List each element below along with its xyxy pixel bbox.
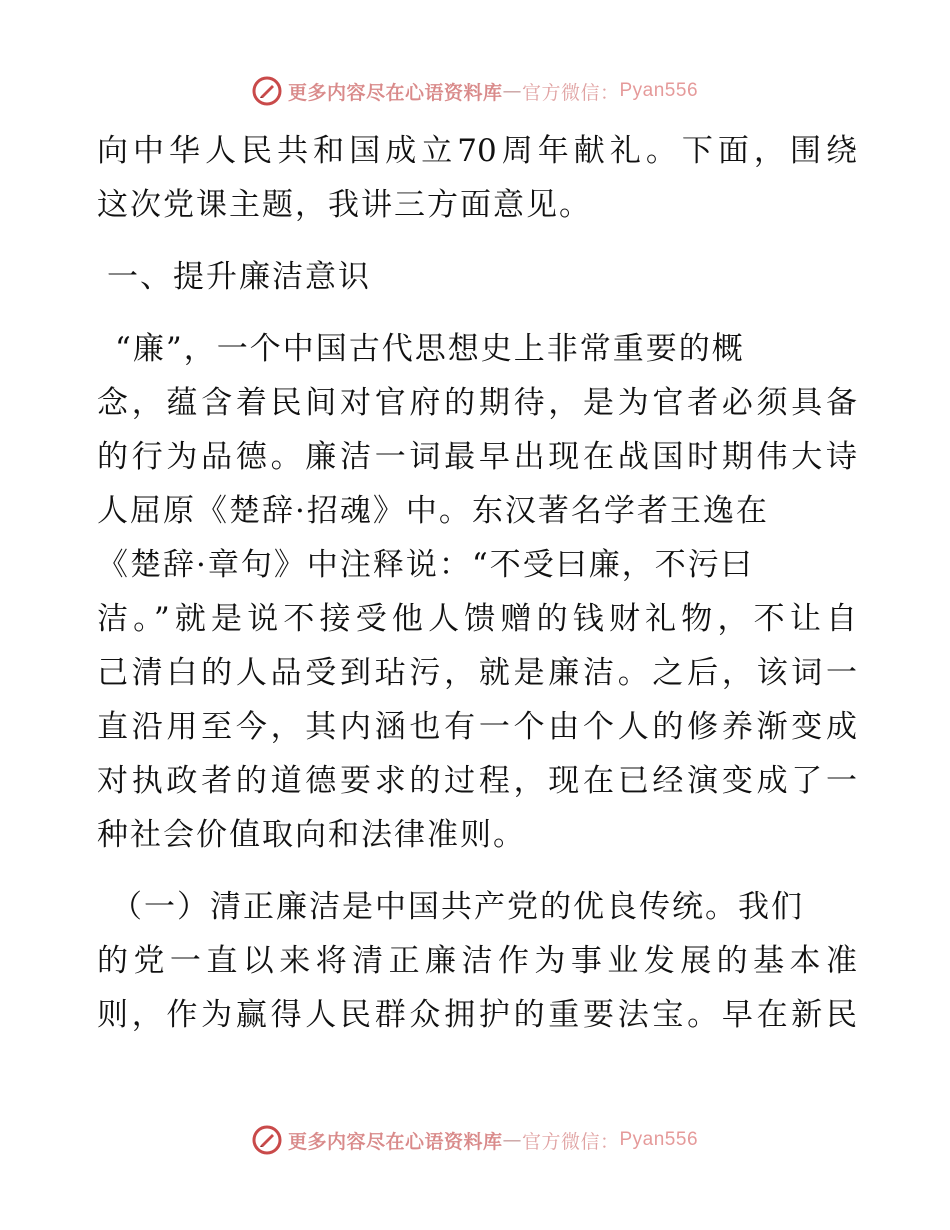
- document-body: [97, 124, 857, 1042]
- watermark-wechat-id: Pyan556: [619, 80, 699, 101]
- text-line: 这次党课主题，我讲三方面意见。: [97, 187, 592, 223]
- watermark-dash: —: [502, 80, 522, 102]
- brand-logo-icon: [252, 1125, 282, 1155]
- text-line: （一）清正廉洁是中国共产党的优良传统。我们: [111, 889, 804, 925]
- watermark-main-text: 更多内容尽在心语资料库: [287, 81, 503, 104]
- watermark-wechat-id: Pyan556: [619, 1129, 699, 1150]
- text-line: 向中华人民共和国成立70周年献礼。下面，围绕: [97, 133, 857, 169]
- heading-text: 一、提升廉洁意识: [107, 259, 371, 295]
- text-line: 则，作为赢得人民群众拥护的重要法宝。早在新民: [97, 997, 857, 1033]
- text-line: 对执政者的道德要求的过程，现在已经演变成了一: [97, 763, 857, 799]
- text-line: 的行为品德。廉洁一词最早出现在战国时期伟大诗: [97, 439, 857, 475]
- watermark-sub-text: 官方微信：: [521, 1130, 620, 1153]
- text-line: 念，蕴含着民间对官府的期待，是为官者必须具备: [97, 385, 857, 421]
- text-line: 洁。”就是说不接受他人馈赠的钱财礼物，不让自: [97, 601, 857, 637]
- watermark-sub-text: 官方微信：: [521, 81, 620, 104]
- paragraph: [97, 322, 857, 862]
- watermark-dash: —: [502, 1129, 522, 1151]
- watermark-main-text: 更多内容尽在心语资料库: [287, 1130, 503, 1153]
- footer-watermark: [0, 1120, 950, 1160]
- section-heading: [97, 250, 857, 304]
- header-watermark: [0, 71, 950, 111]
- text-line: 直沿用至今，其内涵也有一个由个人的修养渐变成: [97, 709, 857, 745]
- text-line: “廉”，一个中国古代思想史上非常重要的概: [115, 331, 745, 367]
- text-line: 己清白的人品受到玷污，就是廉洁。之后，该词一: [97, 655, 857, 691]
- paragraph: [97, 124, 857, 232]
- paragraph: [97, 880, 857, 1042]
- text-line: 《楚辞·章句》中注释说：“不受曰廉，不污曰: [97, 547, 754, 583]
- text-line: 的党一直以来将清正廉洁作为事业发展的基本准: [97, 943, 857, 979]
- text-line: 人屈原《楚辞·招魂》中。东汉著名学者王逸在: [97, 493, 769, 529]
- text-line: 种社会价值取向和法律准则。: [97, 817, 526, 853]
- brand-logo-icon: [252, 76, 282, 106]
